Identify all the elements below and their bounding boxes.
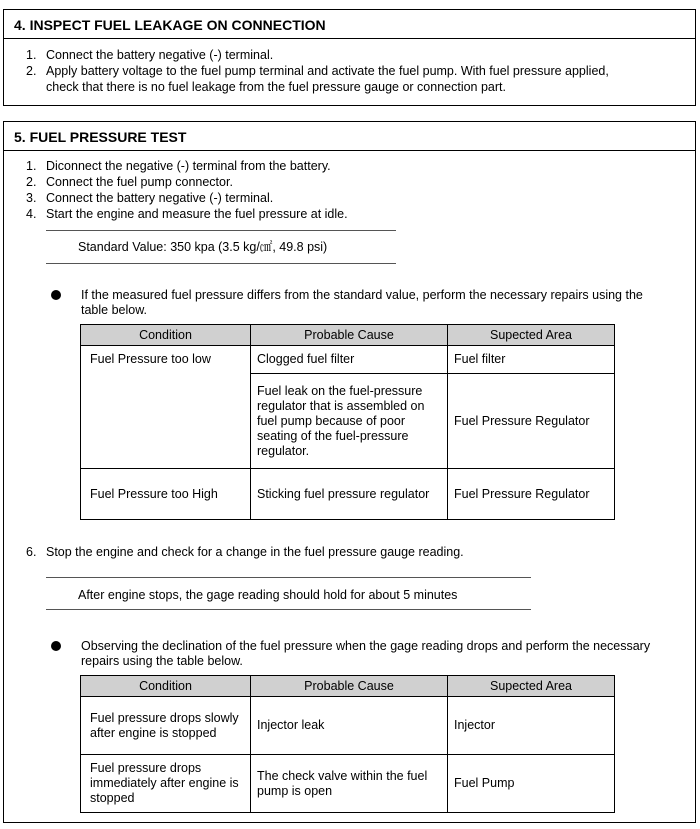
table-cell: Fuel pressure drops immediately after engine is stopped	[81, 755, 251, 813]
table-cell: Sticking fuel pressure regulator	[251, 469, 448, 520]
table-header: Supected Area	[448, 325, 615, 346]
table-header: Probable Cause	[251, 325, 448, 346]
standard-value: Standard Value: 350 kpa (3.5 kg/㎠, 49.8 psi)	[78, 240, 328, 254]
table-header: Condition	[81, 676, 251, 697]
list-item: 1. Diconnect the negative (-) terminal from the battery.	[26, 159, 331, 173]
table-row	[81, 469, 615, 520]
bullet-text-2: Observing the declination of the fuel pressure when the gage reading drops and perform the necessary repairs using the table below.	[81, 639, 651, 668]
table-cell: Fuel Pressure Regulator	[448, 374, 615, 469]
table-cell: The check valve within the fuel pump is open	[251, 755, 448, 813]
bullet-text-1: If the measured fuel pressure differs from the standard value, perform the necessary repairs using the table below.	[81, 288, 643, 317]
table-row	[81, 755, 615, 813]
table-cell: Fuel Pump	[448, 755, 615, 813]
table-cell: Fuel Pressure too low	[81, 346, 251, 469]
table-cell: Fuel filter	[448, 346, 615, 374]
section-5-title: 5. FUEL PRESSURE TEST	[4, 122, 695, 151]
bullet-icon	[51, 290, 61, 300]
fuel-pressure-table	[80, 324, 615, 520]
list-item: 2. Connect the fuel pump connector.	[26, 175, 233, 189]
section-4-steps	[4, 47, 644, 95]
table-header: Supected Area	[448, 676, 615, 697]
table-row	[81, 346, 615, 374]
table-cell: Fuel Pressure Regulator	[448, 469, 615, 520]
table-cell: Injector	[448, 697, 615, 755]
hold-note-box	[46, 577, 531, 610]
bullet-icon	[51, 641, 61, 651]
table-cell: Fuel pressure drops slowly after engine is stopped	[81, 697, 251, 755]
table-header: Condition	[81, 325, 251, 346]
hold-note: After engine stops, the gage reading should hold for about 5 minutes	[78, 588, 458, 602]
section-5-steps	[4, 158, 695, 222]
section-inspect-fuel-leakage	[3, 9, 696, 106]
standard-value-box	[46, 230, 396, 264]
table-cell: Clogged fuel filter	[251, 346, 448, 374]
list-item: 4. Start the engine and measure the fuel pressure at idle.	[26, 207, 348, 221]
list-item: 2. Apply battery voltage to the fuel pump terminal and activate the fuel pump. With fuel pressure applied, check that there is no fuel leakage from the fuel pressure gauge or connection part.	[26, 64, 609, 94]
section-4-title: 4. INSPECT FUEL LEAKAGE ON CONNECTION	[4, 10, 695, 39]
table-header: Probable Cause	[251, 676, 448, 697]
fuel-pressure-drop-table	[80, 675, 615, 813]
table-cell: Fuel Pressure too High	[81, 469, 251, 520]
list-item: 3. Connect the battery negative (-) terminal.	[26, 191, 274, 205]
list-item: 1. Connect the battery negative (-) terminal.	[26, 48, 274, 62]
table-cell: Fuel leak on the fuel-pressure regulator that is assembled on fuel pump because of poor seating of the fuel-pressure regulator.	[251, 374, 448, 469]
table-row	[81, 697, 615, 755]
section-fuel-pressure-test: 5. FUEL PRESSURE TEST 1. Diconnect the negative (-) terminal from the battery. 2. Connect the fuel pump connector. 3. Connect the battery negative (-) terminal. 4. Start the engine and measure the fuel pressure at idle. Standard Value: 350 kpa (3.5 kg/㎠, 49.8 psi) If the measured fuel pressure differs from the standard value, perform the necessary repairs using the table below. Condition Probable Cause Supected Area Fuel Pressure too low Clogged fuel filter Fuel filter Fuel leak on the fuel-pressure regulator that is assembled on fuel pump because of poor seating of the fuel-pressure regulator. Fuel Pressure Regulator Fuel Pressure too High Sticking fuel pressure regulator Fuel Pressure Regulator 6. Stop the engine and check for a change in the fuel pressure gauge reading. After engine stops, the gage reading should hold for about 5 minutes Observing the declination of the fuel pressure when the gage reading drops and perform the necessary repairs using the table below. Condition Probable Cause Supected Area Fuel pressure drops slowly after engine is stopped Injector leak Injector Fuel pressure drops immediately after engine is stopped The check valve within the fuel pump is open Fuel Pump	[3, 121, 696, 823]
table-cell: Injector leak	[251, 697, 448, 755]
